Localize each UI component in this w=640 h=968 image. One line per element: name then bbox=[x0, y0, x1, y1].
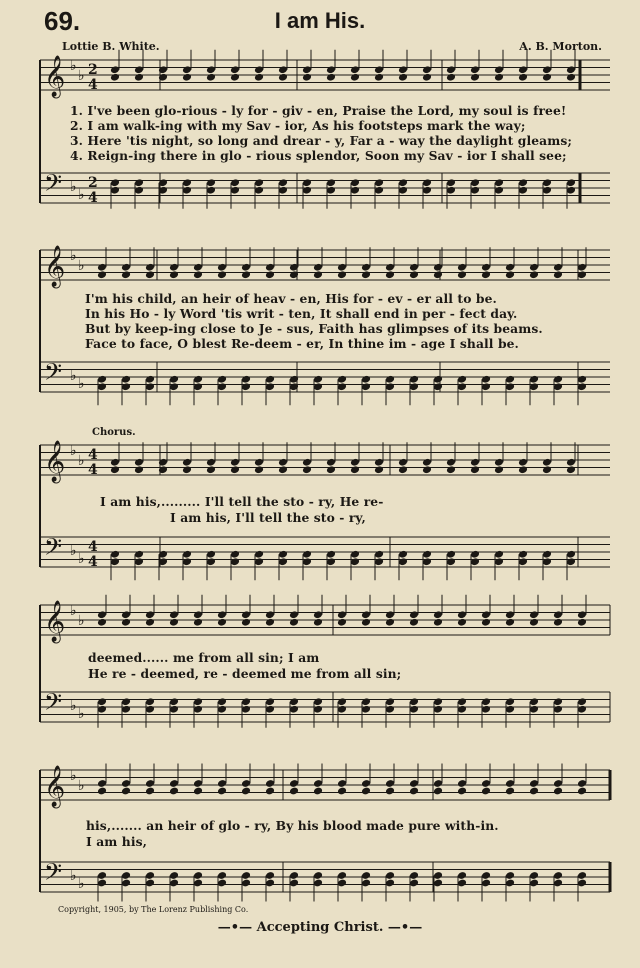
chorus-line-1-bass: I am his, I'll tell the sto - ry, bbox=[170, 510, 366, 525]
time-sig-numerator: 2 bbox=[88, 175, 98, 191]
composer-credit: A. B. Morton. bbox=[519, 40, 602, 53]
note-head bbox=[542, 465, 552, 474]
flat-icon: ♭ bbox=[78, 68, 85, 84]
note-head bbox=[121, 618, 131, 627]
copyright-notice: Copyright, 1905, by The Lorenz Publishing Co. bbox=[58, 905, 249, 914]
bass-clef-icon: 𝄢 bbox=[44, 358, 63, 391]
note-head bbox=[206, 465, 216, 474]
time-sig-numerator: 2 bbox=[88, 62, 98, 78]
note-head bbox=[158, 73, 168, 82]
note-head bbox=[422, 465, 432, 474]
verse-4-line-2: Face to face, O blest Re-deem - er, In thine im - age I shall be. bbox=[85, 336, 519, 351]
note-head bbox=[470, 465, 480, 474]
bass-clef-icon: 𝄢 bbox=[44, 858, 63, 891]
flat-icon: ♭ bbox=[70, 543, 77, 559]
note-head bbox=[457, 270, 467, 279]
note-head bbox=[217, 618, 227, 627]
chorus-line-1-soprano: I am his,......... I'll tell the sto - ry, He re- bbox=[100, 494, 384, 509]
note-head bbox=[433, 618, 443, 627]
note-head bbox=[350, 465, 360, 474]
note-head bbox=[518, 73, 528, 82]
note-head bbox=[265, 618, 275, 627]
verse-1-line-2: I'm his child, an heir of heav - en, His for - ev - er all to be. bbox=[85, 291, 497, 306]
lyricist-credit: Lottie B. White. bbox=[62, 40, 160, 53]
verse-2-line-2: In his Ho - ly Word 'tis writ - ten, It shall end in per - fect day. bbox=[85, 306, 518, 321]
verse-4-line-1: 4. Reign-ing there in glo - rious splendor, Soon my Sav - ior I shall see; bbox=[70, 148, 567, 163]
note-head bbox=[566, 73, 576, 82]
flat-icon: ♭ bbox=[70, 603, 77, 619]
note-head bbox=[169, 270, 179, 279]
note-head bbox=[134, 465, 144, 474]
flat-icon: ♭ bbox=[78, 876, 85, 892]
note-head bbox=[302, 465, 312, 474]
flat-icon: ♭ bbox=[78, 376, 85, 392]
note-head bbox=[457, 618, 467, 627]
bass-clef-icon: 𝄢 bbox=[44, 688, 63, 721]
note-head bbox=[529, 618, 539, 627]
note-head bbox=[361, 787, 371, 796]
note-head bbox=[289, 618, 299, 627]
note-head bbox=[193, 270, 203, 279]
note-head bbox=[230, 465, 240, 474]
note-head bbox=[566, 465, 576, 474]
flat-icon: ♭ bbox=[70, 368, 77, 384]
note-head bbox=[409, 787, 419, 796]
note-head bbox=[313, 270, 323, 279]
treble-clef-icon: 𝄞 bbox=[44, 766, 66, 807]
note-head bbox=[206, 73, 216, 82]
flat-icon: ♭ bbox=[78, 551, 85, 567]
note-head bbox=[265, 787, 275, 796]
note-head bbox=[494, 465, 504, 474]
note-head bbox=[169, 618, 179, 627]
note-head bbox=[350, 73, 360, 82]
note-head bbox=[289, 787, 299, 796]
note-head bbox=[254, 73, 264, 82]
flat-icon: ♭ bbox=[70, 179, 77, 195]
note-head bbox=[337, 270, 347, 279]
flat-icon: ♭ bbox=[70, 868, 77, 884]
note-head bbox=[494, 73, 504, 82]
note-head bbox=[169, 787, 179, 796]
note-head bbox=[361, 270, 371, 279]
note-head bbox=[398, 465, 408, 474]
note-head bbox=[433, 270, 443, 279]
note-head bbox=[326, 73, 336, 82]
note-head bbox=[518, 465, 528, 474]
treble-clef-icon: 𝄞 bbox=[44, 246, 66, 287]
footer-text: Accepting Christ. bbox=[256, 920, 384, 935]
bass-clef-icon: 𝄢 bbox=[44, 533, 63, 566]
note-head bbox=[409, 270, 419, 279]
note-head bbox=[374, 73, 384, 82]
note-head bbox=[481, 270, 491, 279]
note-head bbox=[182, 465, 192, 474]
flat-icon: ♭ bbox=[78, 187, 85, 203]
verse-3-line-2: But by keep-ing close to Je - sus, Faith has glimpses of its beams. bbox=[85, 321, 543, 336]
note-head bbox=[385, 787, 395, 796]
note-head bbox=[193, 618, 203, 627]
note-head bbox=[577, 787, 587, 796]
note-head bbox=[265, 270, 275, 279]
verse-1-line-1: 1. I've been glo-rious - ly for - giv - en, Praise the Lord, my soul is free! bbox=[70, 103, 567, 118]
note-head bbox=[182, 73, 192, 82]
note-head bbox=[313, 787, 323, 796]
note-head bbox=[422, 73, 432, 82]
note-head bbox=[446, 73, 456, 82]
chorus-line-3-bass: I am his, bbox=[86, 834, 148, 849]
note-head bbox=[505, 618, 515, 627]
note-head bbox=[121, 787, 131, 796]
note-head bbox=[145, 787, 155, 796]
flat-icon: ♭ bbox=[78, 453, 85, 469]
note-head bbox=[193, 787, 203, 796]
flat-icon: ♭ bbox=[78, 706, 85, 722]
note-head bbox=[241, 270, 251, 279]
note-head bbox=[145, 618, 155, 627]
footer-title bbox=[0, 920, 640, 935]
chorus-label: Chorus. bbox=[92, 427, 136, 438]
note-head bbox=[313, 618, 323, 627]
flat-icon: ♭ bbox=[70, 443, 77, 459]
note-head bbox=[97, 270, 107, 279]
note-head bbox=[97, 618, 107, 627]
note-head bbox=[337, 618, 347, 627]
verse-3-line-1: 3. Here 'tis night, so long and drear - y, Far a - way the daylight gleams; bbox=[70, 133, 572, 148]
note-head bbox=[97, 787, 107, 796]
flat-icon: ♭ bbox=[70, 58, 77, 74]
footer-ornament-right: —•— bbox=[387, 920, 423, 935]
bass-clef-icon: 𝄢 bbox=[44, 169, 63, 202]
treble-clef-icon: 𝄞 bbox=[44, 601, 66, 642]
note-head bbox=[278, 465, 288, 474]
note-head bbox=[121, 270, 131, 279]
flat-icon: ♭ bbox=[78, 613, 85, 629]
note-head bbox=[289, 270, 299, 279]
verse-2-line-1: 2. I am walk-ing with my Sav - ior, As his footsteps mark the way; bbox=[70, 118, 526, 133]
time-sig-denominator: 4 bbox=[88, 462, 98, 478]
note-head bbox=[398, 73, 408, 82]
note-head bbox=[433, 787, 443, 796]
note-head bbox=[374, 465, 384, 474]
note-head bbox=[385, 618, 395, 627]
note-head bbox=[337, 787, 347, 796]
note-head bbox=[553, 270, 563, 279]
note-head bbox=[577, 618, 587, 627]
time-sig-denominator: 4 bbox=[88, 554, 98, 570]
flat-icon: ♭ bbox=[78, 778, 85, 794]
note-head bbox=[110, 465, 120, 474]
note-head bbox=[529, 787, 539, 796]
note-head bbox=[217, 270, 227, 279]
chorus-line-2-soprano: deemed...... me from all sin; I am bbox=[88, 650, 320, 665]
note-head bbox=[254, 465, 264, 474]
note-head bbox=[110, 73, 120, 82]
note-head bbox=[481, 618, 491, 627]
footer-ornament-left: —•— bbox=[217, 920, 253, 935]
note-head bbox=[230, 73, 240, 82]
hymn-number: 69. bbox=[44, 6, 81, 36]
note-head bbox=[241, 618, 251, 627]
note-head bbox=[326, 465, 336, 474]
note-head bbox=[446, 465, 456, 474]
note-head bbox=[158, 465, 168, 474]
time-sig-denominator: 4 bbox=[88, 190, 98, 206]
time-sig-numerator: 4 bbox=[88, 447, 98, 463]
note-head bbox=[505, 787, 515, 796]
flat-icon: ♭ bbox=[70, 698, 77, 714]
note-head bbox=[505, 270, 515, 279]
flat-icon: ♭ bbox=[78, 258, 85, 274]
time-sig-numerator: 4 bbox=[88, 539, 98, 555]
note-head bbox=[457, 787, 467, 796]
note-head bbox=[278, 73, 288, 82]
chorus-line-3-soprano: his,....... an heir of glo - ry, By his blood made pure with-in. bbox=[86, 818, 499, 833]
note-head bbox=[409, 618, 419, 627]
note-head bbox=[529, 270, 539, 279]
note-head bbox=[542, 73, 552, 82]
time-sig-denominator: 4 bbox=[88, 77, 98, 93]
note-head bbox=[302, 73, 312, 82]
note-head bbox=[134, 73, 144, 82]
note-head bbox=[385, 270, 395, 279]
treble-clef-icon: 𝄞 bbox=[44, 441, 66, 482]
note-head bbox=[553, 787, 563, 796]
treble-clef-icon: 𝄞 bbox=[44, 56, 66, 97]
note-head bbox=[217, 787, 227, 796]
flat-icon: ♭ bbox=[70, 768, 77, 784]
note-head bbox=[481, 787, 491, 796]
flat-icon: ♭ bbox=[70, 248, 77, 264]
note-head bbox=[553, 618, 563, 627]
note-head bbox=[361, 618, 371, 627]
note-head bbox=[241, 787, 251, 796]
hymn-title: I am His. bbox=[274, 8, 366, 33]
note-head bbox=[145, 270, 155, 279]
note-head bbox=[470, 73, 480, 82]
chorus-line-2-bass: He re - deemed, re - deemed me from all sin; bbox=[88, 666, 402, 681]
